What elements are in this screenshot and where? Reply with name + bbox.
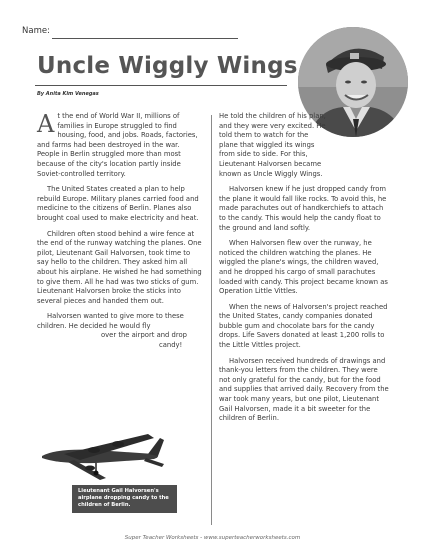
left-column [37,112,204,357]
paragraph-7: When Halvorsen flew over the runway, he noticed the children watching the planes. He wiggled the plane's wings, the children waved, and he dropped his cargo of small parachutes loaded with candy. This project became known as Operation Little Vittles. [219,239,388,296]
paragraph-8: When the news of Halvorsen's project reached the United States, candy companies donated bubble gum and chocolate bars for the candy drops. Life Savers donated at least 1,200 rolls to the Little Vittles project. [219,302,388,350]
right-column [219,112,389,430]
paragraph-1-text: t the end of World War II, millions of families in Europe struggled to find housing, food, and jobs. Roads, factories, and farms had been destroyed in the war. People in Berlin struggled more than most because of the city's location partly inside Soviet-controlled territory. [37,112,198,178]
paragraph-5-text: He told the children of his plan, and they were very excited. He told them to watch for the plane that wiggled its wings from side to side. For this, Lieutenant Halvorsen became known as Uncle Wiggly Wings. [219,112,326,178]
paragraph-9: Halvorsen received hundreds of drawings and thank-you letters from the children. They were not only grateful for the candy, but for the food and supplies that arrived daily. Recovery from the war took many years, but one pilot, Lieutenant Gail Halvorsen, made it a bit sweeter for the children of Berlin. [219,356,389,423]
footer: Super Teacher Worksheets - www.superteacherworksheets.com [124,535,301,541]
paragraph-3: Children often stood behind a wire fence at the end of the runway watching the planes. One pilot, Lieutenant Gail Halvorsen, took time to say hello to the children. They asked him all about his airplane. He wished he had something to give them. All he had was two sticks of gum. Lieutenant Halvorsen broke the sticks into several pieces and handed them out. [37,229,202,305]
paragraph-6: Halvorsen knew if he just dropped candy from the plane it would fall like rocks. To avoid this, he made parachutes out of handkerchiefs to attach to the candy. This would help the candy float to the ground and land softly. [219,185,387,232]
paragraph-1 [37,112,204,179]
paragraph-2: The United States created a plan to help rebuild Europe. Military planes carried food and medicine to the citizens of Berlin. Planes also brought coal used to make electricity and heat. [37,185,199,222]
paragraph-4-line-1: Halvorsen wanted to give more to these children. He decided he would fly [37,312,184,330]
paragraph-4-line-2: over the airport and drop [101,331,187,340]
name-label: Name: [22,26,50,36]
title-rule [35,85,287,86]
page-title: Uncle Wiggly Wings [37,53,298,79]
photo-caption: Lieutenant Gail Halvorsen's airplane dropping candy to the children of Berlin. [72,485,177,513]
dropcap: A [37,110,55,138]
airplane-svg [36,428,166,488]
paragraph-5 [219,112,389,179]
paragraph-4 [37,312,204,350]
paragraph-4-line-3: candy! [159,341,183,350]
byline: By Anita Kim Venegas [37,91,99,97]
column-divider [211,115,212,525]
name-line [52,38,238,39]
